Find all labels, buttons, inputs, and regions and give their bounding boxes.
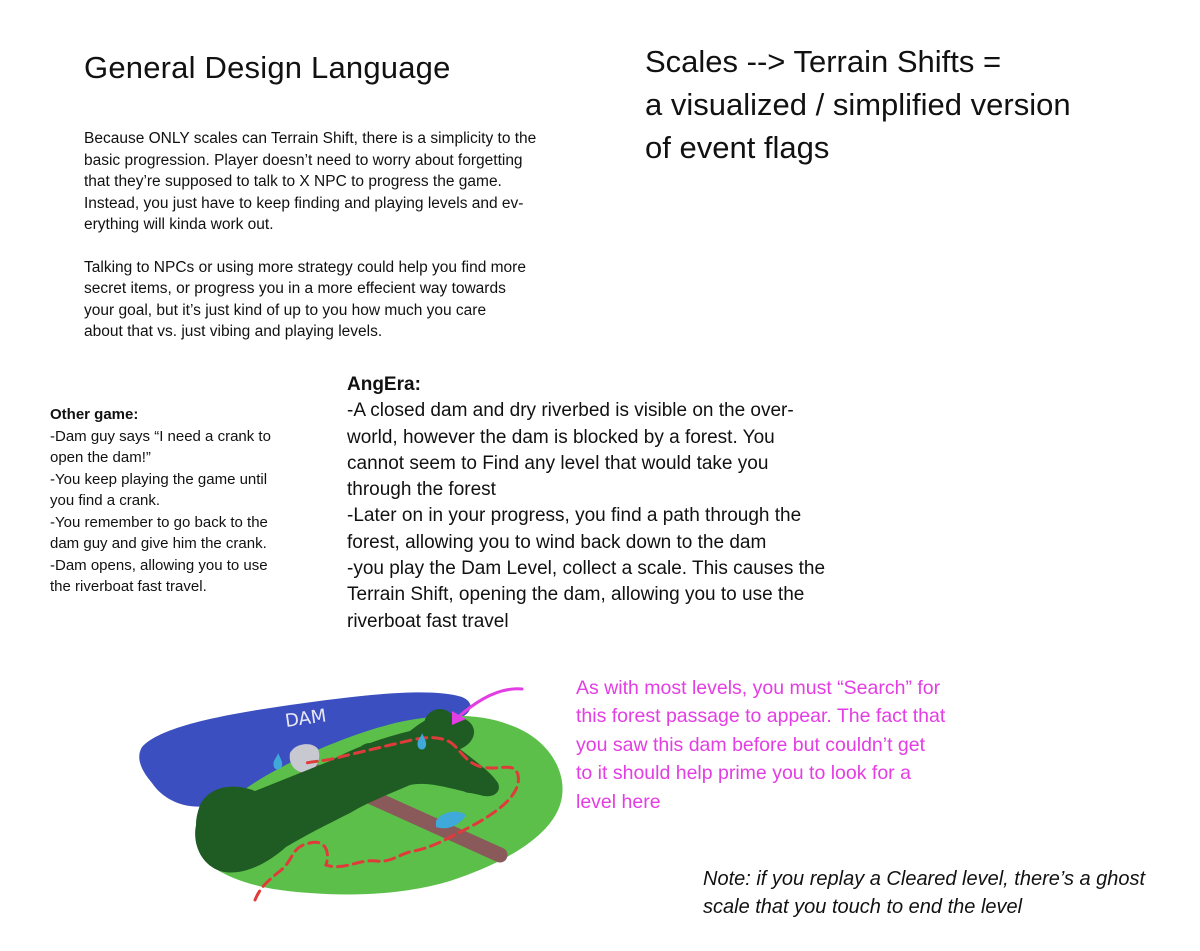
- text-line: forest, allowing you to wind back down to the dam: [347, 531, 767, 553]
- dam-label: DAM: [283, 705, 328, 732]
- search-note: [576, 674, 1016, 816]
- flags-heading-line: a visualized / simplified version: [645, 87, 1071, 122]
- angera-heading: AngEra:: [347, 374, 421, 395]
- text-line: Note: if you replay a Cleared level, there’s a ghost: [703, 868, 1146, 890]
- intro-text: [84, 128, 584, 364]
- flags-heading-line: Scales --> Terrain Shifts =: [645, 44, 1002, 79]
- text-line: erything will kinda work out.: [84, 216, 274, 233]
- text-line: world, however the dam is blocked by a forest. You: [347, 426, 775, 448]
- other-game-section: [50, 404, 325, 598]
- text-line: you find a crank.: [50, 492, 161, 509]
- flags-heading: [645, 40, 1165, 169]
- text-line: -Later on in your progress, you find a path through the: [347, 505, 802, 527]
- text-line: -Dam guy says “I need a crank to: [50, 427, 271, 445]
- text-line: Talking to NPCs or using more strategy could help you find more: [84, 258, 526, 276]
- intro-paragraph: [84, 128, 584, 236]
- text-line: -You remember to go back to the: [50, 513, 268, 531]
- ghost-scale-note: [703, 865, 1183, 921]
- text-line: Terrain Shift, opening the dam, allowing you to use the: [347, 584, 805, 606]
- dam-forest-illustration: [130, 675, 590, 915]
- text-line: the riverboat fast travel.: [50, 578, 207, 595]
- text-line: As with most levels, you must “Search” for: [576, 677, 941, 699]
- text-line: about that vs. just vibing and playing levels.: [84, 323, 383, 340]
- angera-section: [347, 372, 867, 635]
- text-line: basic progression. Player doesn’t need to worry about forgetting: [84, 151, 523, 169]
- text-line: cannot seem to Find any level that would take you: [347, 452, 769, 474]
- tree-clump: [424, 709, 456, 741]
- text-line: Instead, you just have to keep finding and playing levels and ev-: [84, 194, 524, 212]
- text-line: your goal, but it’s just kind of up to you how much you care: [84, 301, 487, 319]
- other-game-heading: Other game:: [50, 406, 139, 423]
- flags-heading-line: of event flags: [645, 130, 830, 165]
- text-line: you saw this dam before but couldn’t get: [576, 733, 926, 756]
- text-line: level here: [576, 790, 661, 813]
- tree-clump: [458, 769, 482, 793]
- text-line: open the dam!”: [50, 449, 151, 466]
- text-line: Because ONLY scales can Terrain Shift, there is a simplicity to the: [84, 130, 537, 147]
- text-line: -A closed dam and dry riverbed is visible on the over-: [347, 400, 794, 422]
- text-line: riverboat fast travel: [347, 610, 509, 632]
- text-line: dam guy and give him the crank.: [50, 535, 267, 552]
- tree-clump: [202, 791, 242, 831]
- text-line: through the forest: [347, 479, 496, 501]
- text-line: to it should help prime you to look for a: [576, 762, 911, 785]
- text-line: scale that you touch to end the level: [703, 896, 1023, 918]
- text-line: this forest passage to appear. The fact that: [576, 705, 946, 728]
- text-line: that they’re supposed to talk to X NPC to progress the game.: [84, 173, 502, 190]
- text-line: -You keep playing the game until: [50, 470, 268, 488]
- text-line: secret items, or progress you in a more effecient way towards: [84, 280, 506, 297]
- page-title: General Design Language: [84, 50, 451, 85]
- text-line: -Dam opens, allowing you to use: [50, 556, 268, 574]
- text-line: -you play the Dam Level, collect a scale. This causes the: [347, 558, 826, 580]
- intro-paragraph: [84, 257, 584, 343]
